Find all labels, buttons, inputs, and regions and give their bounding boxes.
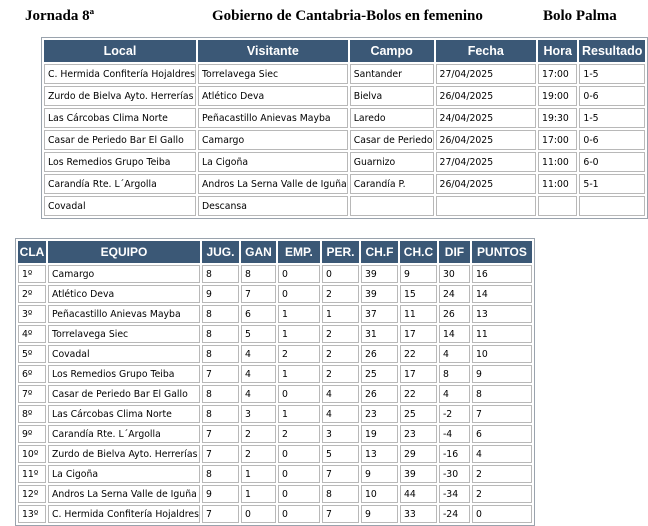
match-visitante-cell: Camargo [198,130,348,150]
standings-dif-cell: 24 [439,285,470,303]
standings-col-per: PER. [322,241,359,263]
standings-chc-cell: 15 [400,285,437,303]
match-local-cell: C. Hermida Confitería Hojaldres [44,64,196,84]
standings-chf-cell: 31 [361,325,398,343]
standings-chc-cell: 17 [400,325,437,343]
standings-col-emp: EMP. [278,241,320,263]
standings-equipo-cell: Peñacastillo Anievas Mayba [48,305,200,323]
standings-equipo-cell: Las Cárcobas Clima Norte [48,405,200,423]
standings-chf-cell: 25 [361,365,398,383]
standings-puntos-cell: 7 [472,405,532,423]
standings-emp-cell: 0 [278,505,320,523]
standings-puntos-cell: 2 [472,465,532,483]
standings-dif-cell: -2 [439,405,470,423]
standings-jug-cell: 7 [202,445,239,463]
standings-gan-cell: 4 [241,365,276,383]
standings-per-cell: 1 [322,305,359,323]
standings-emp-cell: 0 [278,265,320,283]
standings-equipo-cell: Casar de Periedo Bar El Gallo [48,385,200,403]
match-visitante-cell: La Cigoña [198,152,348,172]
standings-chf-cell: 19 [361,425,398,443]
standings-row [18,285,532,303]
standings-equipo-cell: Torrelavega Siec [48,325,200,343]
standings-chc-cell: 9 [400,265,437,283]
match-row [44,196,645,216]
match-row [44,174,645,194]
standings-cla-cell: 11º [18,465,46,483]
modality-label: Bolo Palma [543,8,617,24]
standings-puntos-cell: 8 [472,385,532,403]
match-resultado-cell: 1-5 [579,108,645,128]
standings-per-cell: 4 [322,405,359,423]
standings-chc-cell: 22 [400,385,437,403]
standings-gan-cell: 1 [241,485,276,503]
match-row [44,130,645,150]
standings-jug-cell: 7 [202,505,239,523]
standings-puntos-cell: 4 [472,445,532,463]
competition-title: Gobierno de Cantabria-Bolos en femenino [212,8,483,24]
match-campo-cell: Casar de Periedo [350,130,434,150]
standings-gan-cell: 6 [241,305,276,323]
standings-per-cell: 5 [322,445,359,463]
standings-per-cell: 2 [322,325,359,343]
standings-col-gan: GAN [241,241,276,263]
match-campo-cell: Santander [350,64,434,84]
match-hora-cell: 19:30 [538,108,577,128]
match-fecha-cell: 26/04/2025 [436,86,537,106]
standings-chc-cell: 33 [400,505,437,523]
match-hora-cell: 11:00 [538,152,577,172]
standings-emp-cell: 0 [278,285,320,303]
match-hora-cell: 17:00 [538,130,577,150]
jornada-label: Jornada 8ª [25,8,95,24]
standings-row [18,365,532,383]
matches-col-local: Local [44,40,196,62]
standings-row [18,305,532,323]
standings-jug-cell: 8 [202,305,239,323]
standings-per-cell: 4 [322,385,359,403]
match-hora-cell: 19:00 [538,86,577,106]
standings-chf-cell: 9 [361,465,398,483]
standings-gan-cell: 1 [241,465,276,483]
standings-puntos-cell: 14 [472,285,532,303]
standings-dif-cell: 14 [439,325,470,343]
standings-chf-cell: 13 [361,445,398,463]
standings-gan-cell: 7 [241,285,276,303]
standings-gan-cell: 3 [241,405,276,423]
standings-chc-cell: 29 [400,445,437,463]
match-resultado-cell: 6-0 [579,152,645,172]
standings-gan-cell: 4 [241,345,276,363]
standings-cla-cell: 2º [18,285,46,303]
standings-dif-cell: 26 [439,305,470,323]
standings-row [18,325,532,343]
standings-equipo-cell: C. Hermida Confitería Hojaldres [48,505,200,523]
match-row [44,64,645,84]
standings-puntos-cell: 13 [472,305,532,323]
standings-dif-cell: -4 [439,425,470,443]
standings-chf-cell: 9 [361,505,398,523]
match-local-cell: Casar de Periedo Bar El Gallo [44,130,196,150]
standings-equipo-cell: Camargo [48,265,200,283]
standings-equipo-cell: Atlético Deva [48,285,200,303]
match-campo-cell: Bielva [350,86,434,106]
match-resultado-cell [579,196,645,216]
matches-col-fecha: Fecha [436,40,537,62]
standings-jug-cell: 7 [202,425,239,443]
match-fecha-cell: 26/04/2025 [436,174,537,194]
standings-gan-cell: 4 [241,385,276,403]
standings-cla-cell: 4º [18,325,46,343]
standings-row [18,465,532,483]
standings-row [18,265,532,283]
standings-chf-cell: 23 [361,405,398,423]
standings-cla-cell: 8º [18,405,46,423]
matches-header-row [44,40,645,62]
standings-dif-cell: 4 [439,345,470,363]
standings-emp-cell: 0 [278,385,320,403]
match-fecha-cell [436,196,537,216]
standings-dif-cell: -24 [439,505,470,523]
matches-col-resultado: Resultado [579,40,645,62]
match-fecha-cell: 27/04/2025 [436,64,537,84]
standings-puntos-cell: 9 [472,365,532,383]
match-row [44,152,645,172]
standings-jug-cell: 8 [202,385,239,403]
standings-row [18,445,532,463]
standings-jug-cell: 9 [202,285,239,303]
standings-col-dif: DIF [439,241,470,263]
standings-puntos-cell: 0 [472,505,532,523]
match-visitante-cell: Peñacastillo Anievas Mayba [198,108,348,128]
standings-cla-cell: 13º [18,505,46,523]
standings-table [15,238,535,526]
standings-chf-cell: 37 [361,305,398,323]
standings-chf-cell: 26 [361,345,398,363]
match-fecha-cell: 26/04/2025 [436,130,537,150]
match-row [44,108,645,128]
match-resultado-cell: 5-1 [579,174,645,194]
match-resultado-cell: 0-6 [579,130,645,150]
standings-equipo-cell: Zurdo de Bielva Ayto. Herrerías [48,445,200,463]
match-local-cell: Zurdo de Bielva Ayto. Herrerías [44,86,196,106]
standings-dif-cell: 30 [439,265,470,283]
match-campo-cell: Laredo [350,108,434,128]
standings-row [18,505,532,523]
standings-per-cell: 7 [322,505,359,523]
standings-cla-cell: 6º [18,365,46,383]
standings-chc-cell: 39 [400,465,437,483]
standings-col-equipo: EQUIPO [48,241,200,263]
standings-emp-cell: 2 [278,425,320,443]
standings-emp-cell: 1 [278,405,320,423]
standings-header-row [18,241,532,263]
standings-gan-cell: 2 [241,425,276,443]
standings-gan-cell: 5 [241,325,276,343]
match-hora-cell: 11:00 [538,174,577,194]
standings-chc-cell: 44 [400,485,437,503]
standings-col-chf: CH.F [361,241,398,263]
standings-equipo-cell: Los Remedios Grupo Teiba [48,365,200,383]
standings-puntos-cell: 6 [472,425,532,443]
standings-puntos-cell: 10 [472,345,532,363]
standings-emp-cell: 0 [278,465,320,483]
match-row [44,86,645,106]
standings-jug-cell: 7 [202,365,239,383]
match-resultado-cell: 0-6 [579,86,645,106]
standings-per-cell: 0 [322,265,359,283]
standings-per-cell: 8 [322,485,359,503]
standings-puntos-cell: 11 [472,325,532,343]
standings-emp-cell: 2 [278,345,320,363]
match-campo-cell: Carandía P. [350,174,434,194]
standings-emp-cell: 0 [278,445,320,463]
match-visitante-cell: Torrelavega Siec [198,64,348,84]
standings-dif-cell: 4 [439,385,470,403]
standings-emp-cell: 0 [278,485,320,503]
standings-row [18,385,532,403]
standings-chf-cell: 39 [361,285,398,303]
match-hora-cell [538,196,577,216]
match-fecha-cell: 27/04/2025 [436,152,537,172]
match-local-cell: Covadal [44,196,196,216]
match-local-cell: Los Remedios Grupo Teiba [44,152,196,172]
standings-jug-cell: 8 [202,265,239,283]
standings-cla-cell: 10º [18,445,46,463]
standings-row [18,405,532,423]
standings-dif-cell: -34 [439,485,470,503]
standings-cla-cell: 12º [18,485,46,503]
standings-chf-cell: 26 [361,385,398,403]
standings-dif-cell: -16 [439,445,470,463]
standings-col-puntos: PUNTOS [472,241,532,263]
matches-col-hora: Hora [538,40,577,62]
match-fecha-cell: 24/04/2025 [436,108,537,128]
standings-gan-cell: 8 [241,265,276,283]
match-resultado-cell: 1-5 [579,64,645,84]
standings-chf-cell: 39 [361,265,398,283]
standings-dif-cell: -30 [439,465,470,483]
match-hora-cell: 17:00 [538,64,577,84]
match-visitante-cell: Descansa [198,196,348,216]
standings-equipo-cell: Covadal [48,345,200,363]
standings-chc-cell: 11 [400,305,437,323]
standings-puntos-cell: 16 [472,265,532,283]
match-visitante-cell: Andros La Serna Valle de Iguña [198,174,348,194]
standings-emp-cell: 1 [278,305,320,323]
standings-per-cell: 3 [322,425,359,443]
standings-jug-cell: 9 [202,485,239,503]
standings-row [18,425,532,443]
standings-gan-cell: 2 [241,445,276,463]
standings-equipo-cell: La Cigoña [48,465,200,483]
match-local-cell: Carandía Rte. L´Argolla [44,174,196,194]
standings-col-chc: CH.C [400,241,437,263]
standings-chf-cell: 10 [361,485,398,503]
standings-cla-cell: 7º [18,385,46,403]
standings-jug-cell: 8 [202,465,239,483]
standings-equipo-cell: Andros La Serna Valle de Iguña [48,485,200,503]
standings-emp-cell: 1 [278,325,320,343]
standings-cla-cell: 9º [18,425,46,443]
standings-equipo-cell: Carandía Rte. L´Argolla [48,425,200,443]
standings-per-cell: 2 [322,365,359,383]
standings-jug-cell: 8 [202,325,239,343]
standings-cla-cell: 3º [18,305,46,323]
matches-table [41,37,648,219]
standings-row [18,485,532,503]
standings-chc-cell: 22 [400,345,437,363]
standings-per-cell: 2 [322,285,359,303]
standings-puntos-cell: 2 [472,485,532,503]
standings-jug-cell: 8 [202,345,239,363]
matches-col-campo: Campo [350,40,434,62]
standings-chc-cell: 25 [400,405,437,423]
standings-per-cell: 2 [322,345,359,363]
match-local-cell: Las Cárcobas Clima Norte [44,108,196,128]
standings-col-jug: JUG. [202,241,239,263]
standings-col-cla: CLA [18,241,46,263]
standings-row [18,345,532,363]
standings-gan-cell: 0 [241,505,276,523]
match-campo-cell [350,196,434,216]
standings-cla-cell: 1º [18,265,46,283]
standings-emp-cell: 1 [278,365,320,383]
match-campo-cell: Guarnizo [350,152,434,172]
standings-dif-cell: 8 [439,365,470,383]
standings-per-cell: 7 [322,465,359,483]
standings-jug-cell: 8 [202,405,239,423]
standings-cla-cell: 5º [18,345,46,363]
match-visitante-cell: Atlético Deva [198,86,348,106]
matches-col-visitante: Visitante [198,40,348,62]
standings-chc-cell: 17 [400,365,437,383]
standings-chc-cell: 23 [400,425,437,443]
